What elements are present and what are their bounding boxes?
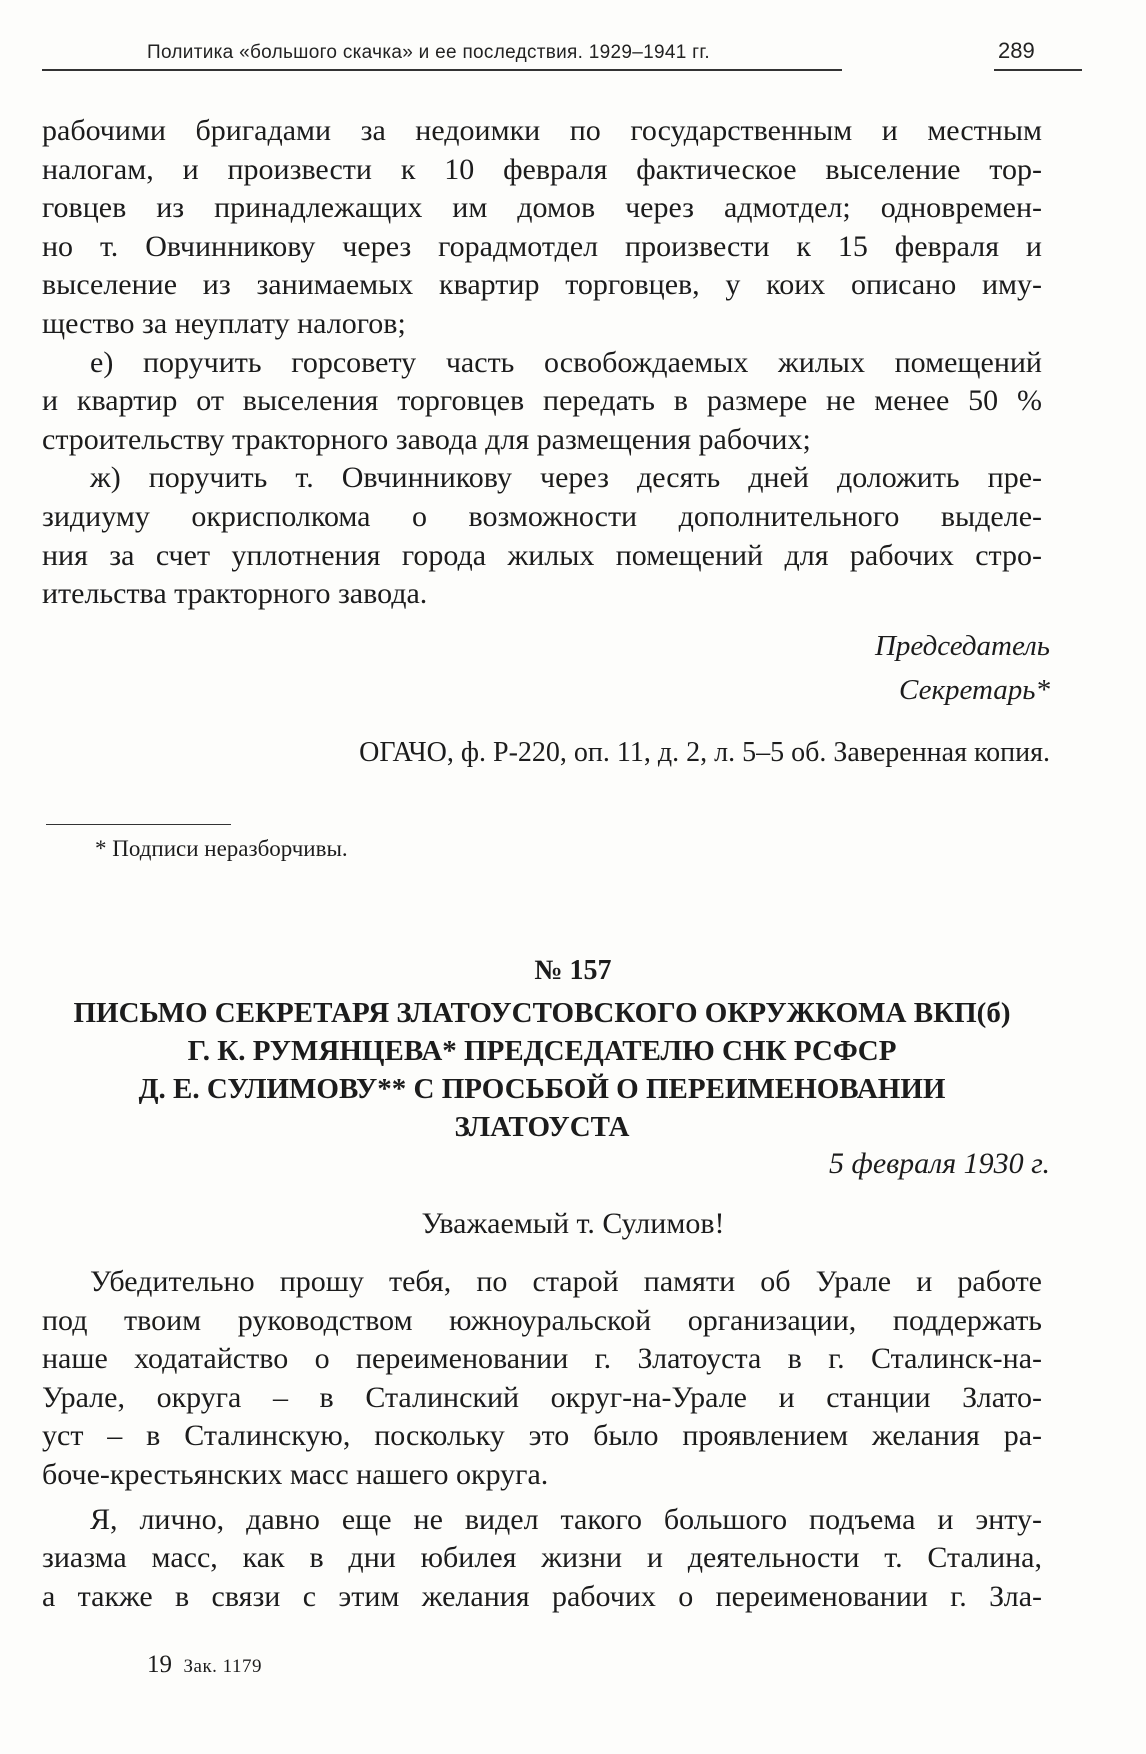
text-line: е) поручить горсовету часть освобождаемых жилых помещений (90, 345, 1042, 379)
text-line: наше ходатайство о переименовании г. Златоуста в г. Сталинск-на- (42, 1342, 1042, 1376)
text-line: выселение из занимаемых квартир торговцев, у коих описано иму- (42, 268, 1042, 302)
order-number: Зак. 1179 (183, 1656, 262, 1677)
signature-number: 19 (147, 1651, 172, 1678)
archive-reference: ОГАЧО, ф. Р-220, оп. 11, д. 2, л. 5–5 об. Заверенная копия. (359, 737, 1050, 768)
signature-chairman: Председатель (874, 630, 1050, 662)
document-number: № 157 (534, 955, 612, 986)
letter-text-block (42, 1263, 1042, 1616)
footnote: * Подписи неразборчивы. (95, 836, 348, 861)
document-title-line: ЗЛАТОУСТА (454, 1111, 630, 1143)
text-line: Убедительно прошу тебя, по старой памяти об Урале и работе (90, 1265, 1042, 1298)
printer-signature (147, 1651, 262, 1679)
text-line: налогам, и произвести к 10 февраля фактическое выселение тор- (42, 152, 1042, 186)
text-line: ж) поручить т. Овчинникову через десять дней доложить пре- (90, 461, 1042, 495)
paragraph-item-e (42, 344, 1042, 460)
text-line: рабочими бригадами за недоимки по государственным и местным (42, 114, 1042, 147)
text-line: ительства тракторного завода. (42, 577, 428, 611)
text-line: Урале, округа – в Сталинский округ-на-Урале и станции Злато- (42, 1380, 1042, 1414)
document-title-line: ПИСЬМО СЕКРЕТАРЯ ЗЛАТОУСТОВСКОГО ОКРУЖКОМА ВКП(б) (73, 997, 1011, 1029)
text-line: ния за счет уплотнения города жилых помещений для рабочих стро- (42, 538, 1042, 572)
running-head-rule (42, 69, 842, 71)
text-line: Я, лично, давно еще не видел такого большого подъема и энту- (90, 1502, 1042, 1536)
document-title-line: Д. Е. СУЛИМОВУ** С ПРОСЬБОЙ О ПЕРЕИМЕНОВАНИИ (138, 1073, 946, 1105)
text-line: а также в связи с этим желания рабочих о переименовании г. Зла- (42, 1579, 1042, 1613)
text-line: но т. Овчинникову через горадмотдел произвести к 15 февраля и (42, 229, 1042, 263)
text-line: боче-крестьянских масс нашего округа. (42, 1457, 549, 1491)
letter-paragraph (42, 1501, 1042, 1617)
text-line: уст – в Сталинскую, поскольку это было проявлением желания ра- (42, 1419, 1042, 1453)
signature-secretary: Секретарь* (899, 674, 1050, 706)
salutation: Уважаемый т. Сулимов! (421, 1207, 725, 1240)
text-line: говцев из принадлежащих им домов через адмотдел; одновремен- (42, 191, 1042, 225)
text-line: и квартир от выселения торговцев передать в размере не менее 50 % (42, 384, 1042, 418)
text-line: строительству тракторного завода для размещения рабочих; (42, 422, 811, 456)
page-number: 289 (998, 38, 1035, 63)
text-line: щество за неуплату налогов; (42, 306, 406, 340)
top-text-block (42, 112, 1042, 614)
document-title-line: Г. К. РУМЯНЦЕВА* ПРЕДСЕДАТЕЛЮ СНК РСФСР (187, 1035, 897, 1067)
document-date: 5 февраля 1930 г. (829, 1147, 1050, 1180)
paragraph-continuation (42, 112, 1042, 344)
text-line: под твоим руководством южноуральской организации, поддержать (42, 1303, 1042, 1337)
letter-paragraph (42, 1263, 1042, 1495)
text-line: зидиуму окрисполкома о возможности дополнительного выделе- (42, 499, 1042, 533)
paragraph-item-zh (42, 459, 1042, 613)
running-head-title: Политика «большого скачка» и ее последствия. 1929–1941 гг. (147, 42, 710, 63)
text-line: зиазма масс, как в дни юбилея жизни и деятельности т. Сталина, (42, 1541, 1042, 1575)
document-title (42, 994, 1042, 1146)
footnote-rule (46, 824, 231, 825)
page-number-rule (994, 69, 1082, 71)
running-head (42, 38, 1042, 72)
